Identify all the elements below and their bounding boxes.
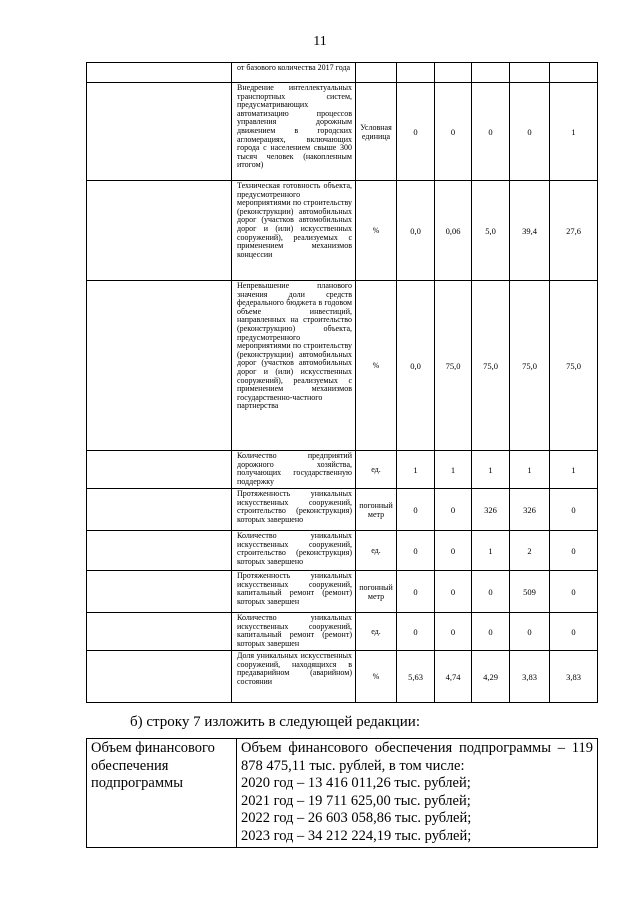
finance-line: 2023 год – 34 212 224,19 тыс. рублей; [241,827,472,844]
indicator-value: 1 [435,451,472,489]
indicator-value: 0,0 [397,181,435,281]
indicator-value: 0 [550,613,598,651]
table-row [87,489,598,531]
indicator-unit: ед. [356,451,397,489]
indicator-value: 326 [510,489,550,531]
table-row [87,613,598,651]
table-row [87,83,598,181]
indicator-value [510,63,550,83]
indicator-value [550,63,598,83]
table-row [87,571,598,613]
indicator-value: 0 [435,531,472,571]
indicator-value: 5,63 [397,651,435,703]
indicator-name: от базового количества 2017 года [232,63,356,83]
indicator-value: 5,0 [472,181,510,281]
indicator-value: 1 [510,451,550,489]
blank-cell [87,451,232,489]
indicator-value: 0 [472,571,510,613]
indicator-value: 2 [510,531,550,571]
indicator-value: 1 [550,83,598,181]
indicator-value: 0 [397,531,435,571]
finance-text [237,739,598,848]
indicator-name: Количество уникальных искусственных сооружений, капитальный ремонт (ремонт) которых завершен [232,613,356,651]
indicator-unit: ед. [356,613,397,651]
indicator-value: 1 [550,451,598,489]
finance-line: 2022 год – 26 603 058,86 тыс. рублей; [241,810,472,826]
indicator-value: 4,29 [472,651,510,703]
indicator-value: 0,0 [397,281,435,451]
indicator-value: 0 [510,613,550,651]
indicator-value: 0 [550,489,598,531]
indicator-value: 509 [510,571,550,613]
subheading: б) строку 7 изложить в следующей редакции: [130,714,420,730]
finance-label: Объем финансового обеспечения подпрограммы [87,739,237,848]
indicator-value: 0 [550,531,598,571]
finance-line: 2021 год – 19 711 625,00 тыс. рублей; [241,792,471,809]
blank-cell [87,181,232,281]
blank-cell [87,571,232,613]
indicator-name: Техническая готовность объекта, предусмотренного мероприятиями по строительству (реконструкции) автомобильных дорог (участков автомобильных дорог и (или) искусственных сооружений), реализуемых с применением механизмов концессии [232,181,356,281]
indicator-unit: % [356,281,397,451]
indicator-name: Количество предприятий дорожного хозяйства, получающих государственную поддержку [232,451,356,489]
indicator-unit [356,63,397,83]
blank-cell [87,63,232,83]
indicator-unit: % [356,181,397,281]
indicator-value: 0 [435,83,472,181]
indicator-value: 326 [472,489,510,531]
table-row [87,181,598,281]
indicator-unit: погонный метр [356,489,397,531]
indicator-value: 0 [435,571,472,613]
indicator-value: 75,0 [435,281,472,451]
indicator-value: 1 [397,451,435,489]
indicator-value [472,63,510,83]
indicator-value: 75,0 [510,281,550,451]
indicator-unit: ед. [356,531,397,571]
indicator-unit: % [356,651,397,703]
indicator-unit: Условная единица [356,83,397,181]
indicator-value: 0 [397,489,435,531]
indicator-name: Внедрение интеллектуальных транспортных систем, предусматривающих автоматизацию процессов управления дорожным движением в городских агломерациях, включающих города с населением свыше 300 тысяч человек (накопленным итогом) [232,83,356,181]
indicator-value: 75,0 [472,281,510,451]
finance-line: 2020 год – 13 416 011,26 тыс. рублей; [241,775,471,791]
indicator-value: 0 [435,489,472,531]
blank-cell [87,531,232,571]
indicator-name: Доля уникальных искусственных сооружений, находящихся в предаварийном (аварийном) состоянии [232,651,356,703]
indicator-unit: погонный метр [356,571,397,613]
indicator-value [397,63,435,83]
blank-cell [87,83,232,181]
indicator-value: 0,06 [435,181,472,281]
indicator-value: 0 [472,83,510,181]
indicator-value: 27,6 [550,181,598,281]
indicator-value: 0 [472,613,510,651]
blank-cell [87,281,232,451]
table-row [87,63,598,83]
indicator-value: 3,83 [550,651,598,703]
indicators-table [86,62,598,703]
table-row [87,451,598,489]
blank-cell [87,651,232,703]
indicator-name: Протяженность уникальных искусственных сооружений, строительство (реконструкция) которых завершено [232,489,356,531]
finance-line: Объем финансового обеспечения подпрограммы – 119 878 475,11 тыс. рублей, в том числе: [241,740,593,774]
table-row [87,281,598,451]
table-row [87,531,598,571]
indicator-value: 75,0 [550,281,598,451]
indicator-value: 0 [397,571,435,613]
indicator-value: 0 [510,83,550,181]
indicator-name: Количество уникальных искусственных сооружений, строительство (реконструкция) которых завершено [232,531,356,571]
finance-row [87,739,598,848]
indicator-value: 4,74 [435,651,472,703]
page-number: 11 [313,34,327,49]
indicator-value: 0 [397,613,435,651]
indicator-value: 39,4 [510,181,550,281]
indicator-value: 0 [435,613,472,651]
indicator-value: 0 [397,83,435,181]
indicator-name: Непревышение планового значения доли средств федерального бюджета в годовом объеме инвестиций, направленных на строительство (реконструкцию) объекта, предусмотренного мероприятиями по строительству (реконструкции) автомобильных дорог (участков автомобильных дорог и (или) искусственных сооружений), реализуемых с применением механизмов государственно-частного партнерства [232,281,356,451]
table-row [87,651,598,703]
indicator-name: Протяженность уникальных искусственных сооружений, капитальный ремонт (ремонт) которых завершен [232,571,356,613]
indicator-value: 1 [472,531,510,571]
indicator-value: 1 [472,451,510,489]
indicator-value: 3,83 [510,651,550,703]
finance-table [86,738,598,848]
blank-cell [87,489,232,531]
indicator-value: 0 [550,571,598,613]
blank-cell [87,613,232,651]
indicator-value [435,63,472,83]
